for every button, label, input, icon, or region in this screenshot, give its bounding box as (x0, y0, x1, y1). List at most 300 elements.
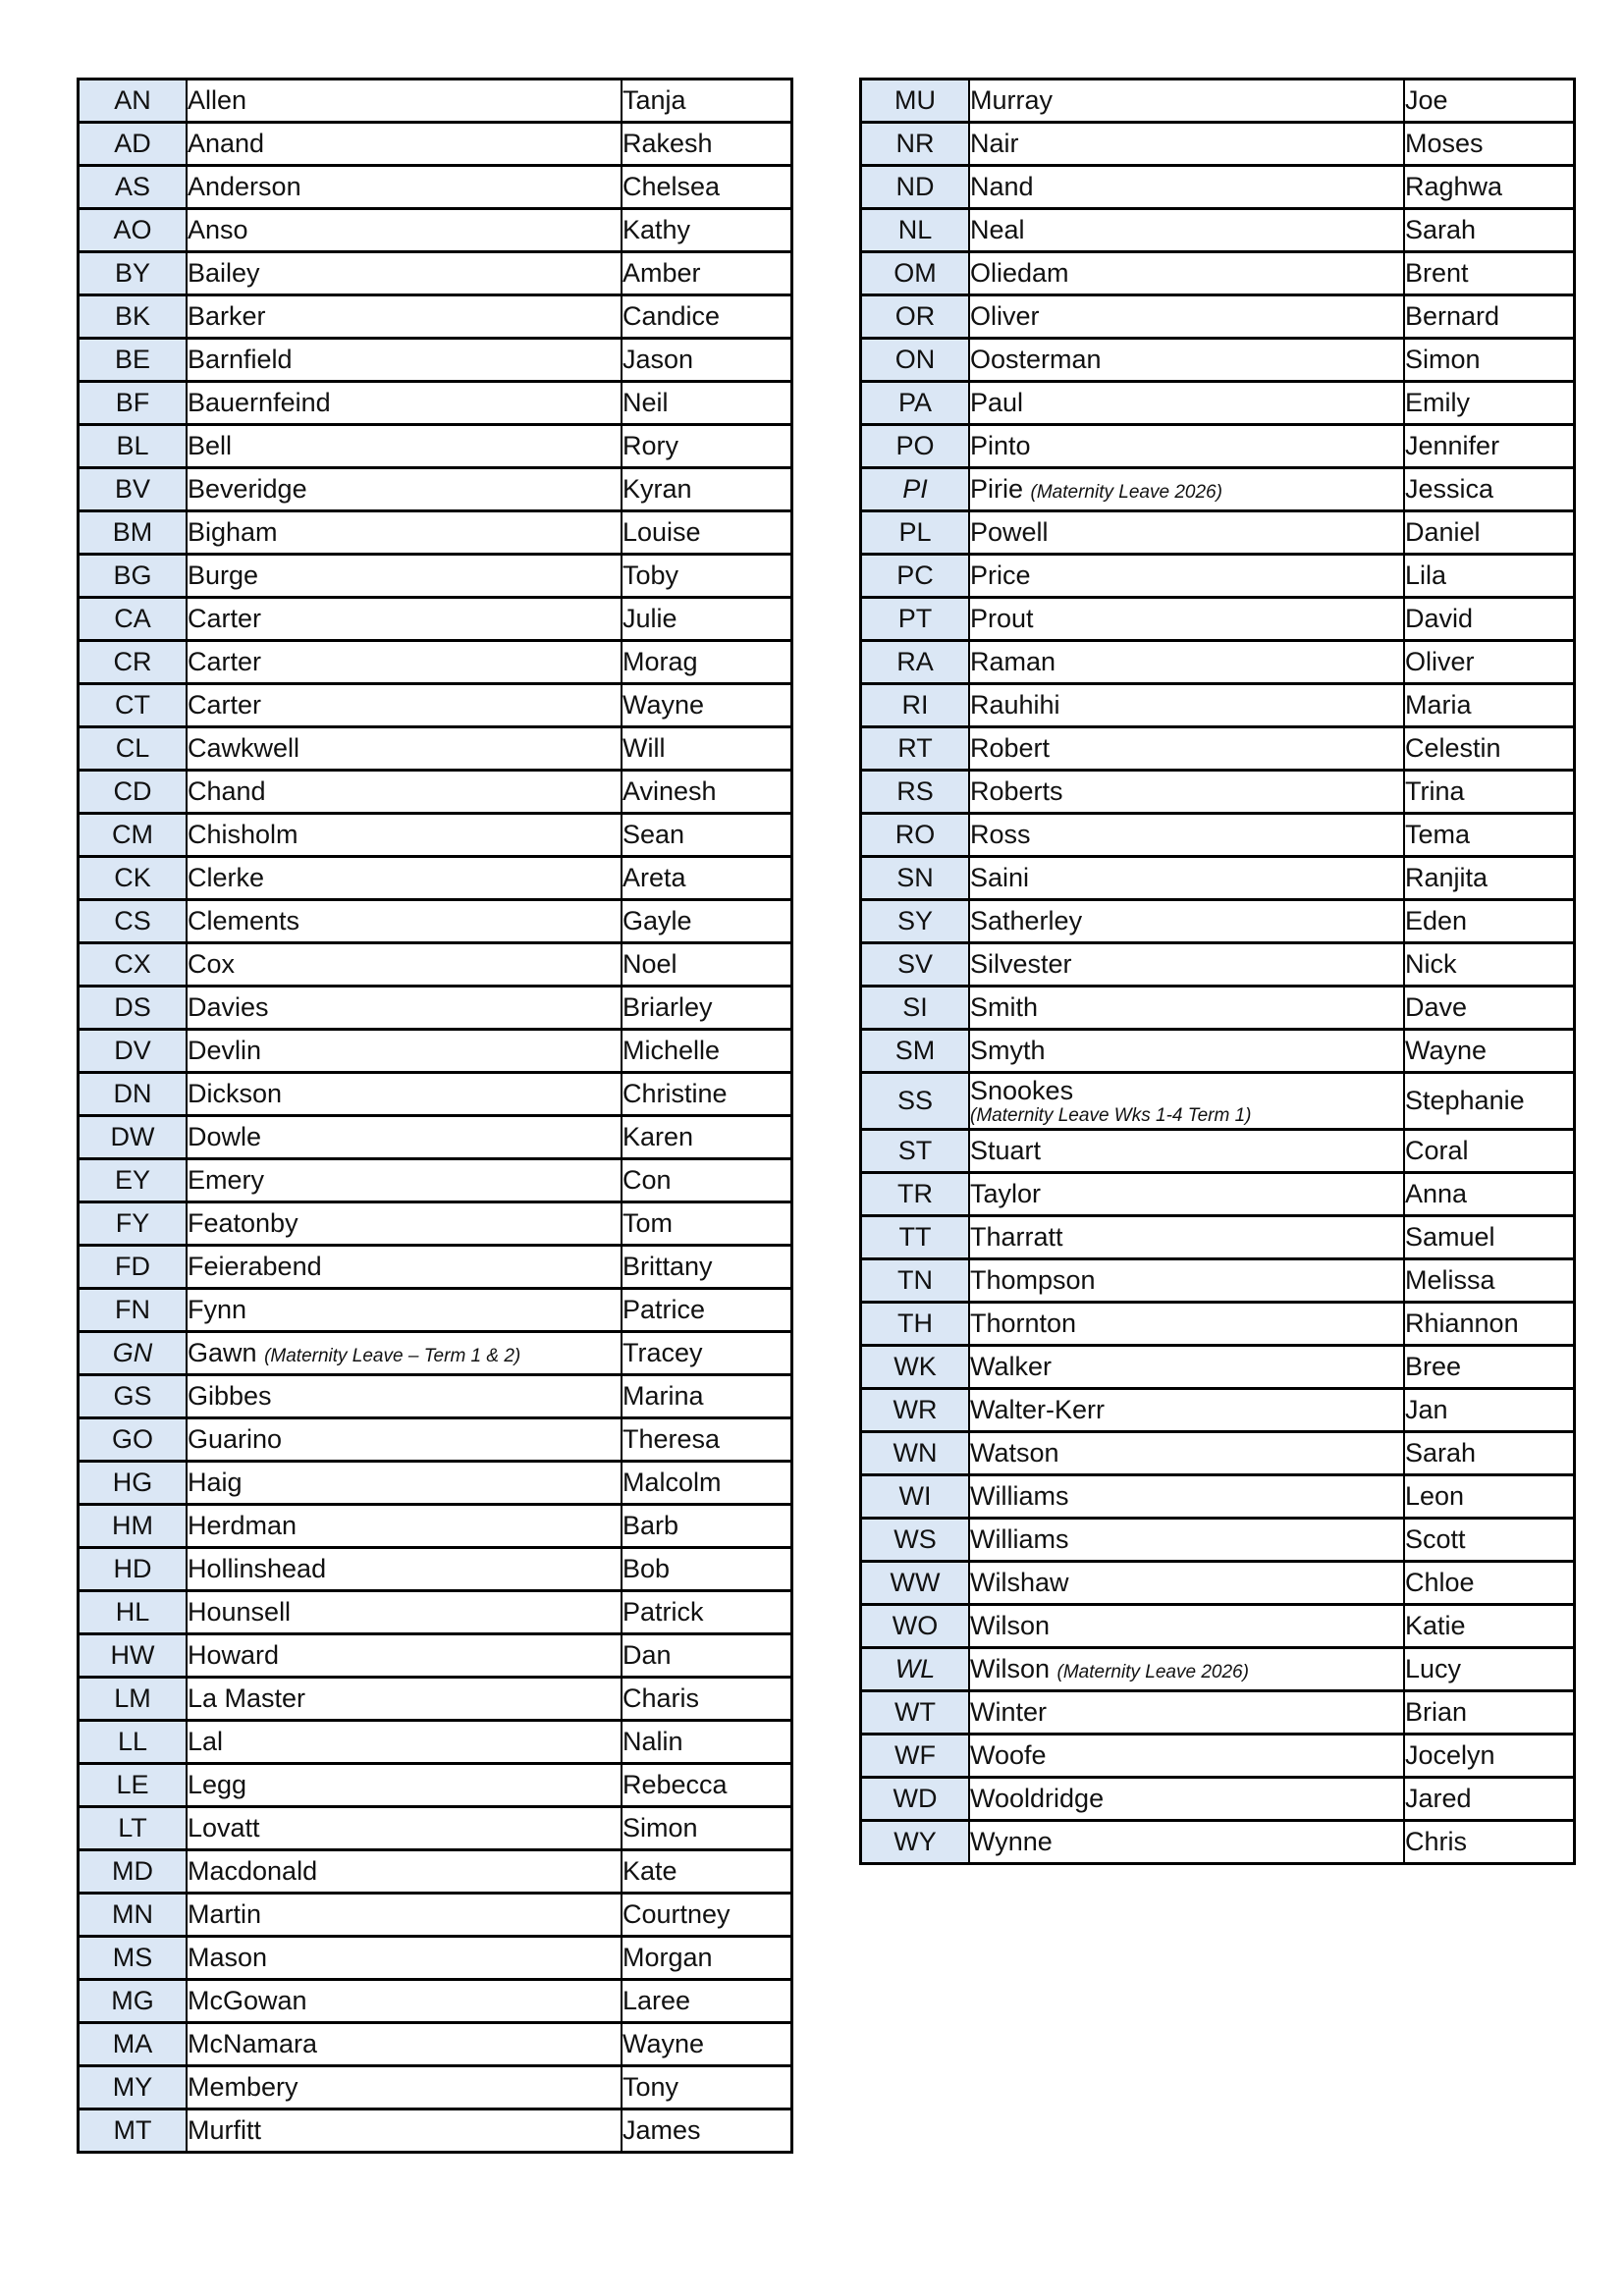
staff-surname: Wynne (970, 1827, 1053, 1856)
staff-first-name: Tony (622, 2066, 792, 2109)
staff-first-name: Tracey (622, 1332, 792, 1375)
staff-surname-cell (969, 295, 1404, 339)
staff-first-name: Malcolm (622, 1462, 792, 1505)
staff-surname: Taylor (970, 1179, 1042, 1208)
staff-surname-cell (969, 1778, 1404, 1821)
staff-row (79, 425, 792, 468)
staff-surname: Featonby (188, 1208, 298, 1238)
staff-first-name: Rory (622, 425, 792, 468)
staff-surname: Feierabend (188, 1252, 322, 1281)
staff-first-name: Patrice (622, 1289, 792, 1332)
staff-first-name: Brian (1404, 1691, 1575, 1735)
staff-row (79, 943, 792, 987)
staff-surname: Allen (188, 85, 247, 115)
staff-first-name: Amber (622, 252, 792, 295)
staff-first-name: Rebecca (622, 1764, 792, 1807)
staff-surname-cell (187, 1159, 622, 1202)
staff-code: PO (861, 425, 970, 468)
staff-code: WF (861, 1735, 970, 1778)
staff-code: HL (79, 1591, 188, 1634)
staff-surname-cell (969, 382, 1404, 425)
staff-row (79, 555, 792, 598)
staff-first-name: Dan (622, 1634, 792, 1678)
staff-surname: Membery (188, 2072, 298, 2102)
staff-code: TN (861, 1259, 970, 1303)
staff-code: BY (79, 252, 188, 295)
staff-surname: Mason (188, 1943, 268, 1972)
staff-first-name: Wayne (1404, 1030, 1575, 1073)
staff-code: CS (79, 900, 188, 943)
staff-surname: Cawkwell (188, 733, 300, 763)
staff-surname-cell (187, 339, 622, 382)
staff-surname: Pirie (970, 474, 1024, 504)
staff-first-name: Bree (1404, 1346, 1575, 1389)
staff-surname: Lovatt (188, 1813, 260, 1842)
staff-code: PC (861, 555, 970, 598)
staff-code: RO (861, 814, 970, 857)
staff-row (79, 857, 792, 900)
staff-code: WO (861, 1605, 970, 1648)
staff-code: HM (79, 1505, 188, 1548)
staff-row (79, 1807, 792, 1850)
staff-code: WW (861, 1562, 970, 1605)
staff-surname-cell (187, 2023, 622, 2066)
staff-surname: Bigham (188, 517, 278, 547)
staff-surname-cell (187, 1418, 622, 1462)
staff-surname: Bell (188, 431, 233, 460)
staff-row (79, 1375, 792, 1418)
staff-surname-cell (969, 1389, 1404, 1432)
staff-row (861, 987, 1575, 1030)
staff-surname: Hounsell (188, 1597, 292, 1627)
staff-code: DN (79, 1073, 188, 1116)
staff-code: NR (861, 123, 970, 166)
staff-first-name: Nalin (622, 1721, 792, 1764)
staff-surname: Cox (188, 949, 236, 979)
staff-first-name: Chelsea (622, 166, 792, 209)
staff-first-name: Stephanie (1404, 1073, 1575, 1130)
staff-row (861, 857, 1575, 900)
staff-surname: Watson (970, 1438, 1059, 1468)
staff-first-name: Neil (622, 382, 792, 425)
staff-row (861, 1562, 1575, 1605)
staff-row (861, 1821, 1575, 1864)
staff-row (79, 771, 792, 814)
staff-first-name: Kate (622, 1850, 792, 1894)
staff-code: MT (79, 2109, 188, 2153)
staff-row (861, 1648, 1575, 1691)
staff-surname-cell (187, 1505, 622, 1548)
staff-first-name: Daniel (1404, 511, 1575, 555)
staff-surname: Lal (188, 1727, 224, 1756)
staff-surname: Oliver (970, 301, 1040, 331)
staff-first-name: Oliver (1404, 641, 1575, 684)
staff-code: BM (79, 511, 188, 555)
staff-surname-cell (969, 555, 1404, 598)
staff-surname: Neal (970, 215, 1025, 244)
staff-row (861, 684, 1575, 727)
staff-code: PT (861, 598, 970, 641)
staff-surname: Thornton (970, 1308, 1077, 1338)
staff-row (861, 1519, 1575, 1562)
staff-code: BE (79, 339, 188, 382)
staff-first-name: Simon (1404, 339, 1575, 382)
staff-code: SV (861, 943, 970, 987)
staff-surname: Barker (188, 301, 266, 331)
staff-surname-cell (969, 857, 1404, 900)
staff-code: MD (79, 1850, 188, 1894)
staff-row (79, 468, 792, 511)
staff-code: LE (79, 1764, 188, 1807)
staff-surname-cell (969, 123, 1404, 166)
staff-code: PL (861, 511, 970, 555)
staff-surname-cell (969, 80, 1404, 123)
staff-surname-cell (969, 425, 1404, 468)
staff-surname-cell (187, 1937, 622, 1980)
staff-first-name: Joe (1404, 80, 1575, 123)
staff-surname: Martin (188, 1899, 262, 1929)
staff-surname-cell (187, 1634, 622, 1678)
staff-first-name: Kathy (622, 209, 792, 252)
staff-code: SI (861, 987, 970, 1030)
staff-first-name: James (622, 2109, 792, 2153)
staff-first-name: Morgan (622, 1937, 792, 1980)
staff-surname: Clements (188, 906, 300, 935)
staff-row (79, 382, 792, 425)
staff-first-name: Raghwa (1404, 166, 1575, 209)
staff-row (79, 1850, 792, 1894)
staff-row (861, 1389, 1575, 1432)
staff-row (861, 1735, 1575, 1778)
staff-surname: Oosterman (970, 345, 1102, 374)
staff-surname-cell (187, 295, 622, 339)
staff-first-name: Trina (1404, 771, 1575, 814)
staff-row (79, 252, 792, 295)
staff-surname-cell (187, 166, 622, 209)
staff-first-name: Brittany (622, 1246, 792, 1289)
staff-table-right (859, 78, 1576, 1865)
staff-row (861, 1432, 1575, 1475)
staff-code: WS (861, 1519, 970, 1562)
staff-surname-cell (969, 1259, 1404, 1303)
staff-surname: Gibbes (188, 1381, 272, 1411)
staff-first-name: Chloe (1404, 1562, 1575, 1605)
staff-first-name: Jessica (1404, 468, 1575, 511)
staff-surname: Raman (970, 647, 1056, 676)
staff-surname-cell (187, 1202, 622, 1246)
staff-row (861, 1216, 1575, 1259)
staff-first-name: Chris (1404, 1821, 1575, 1864)
staff-surname-cell (969, 1346, 1404, 1389)
staff-surname-cell (969, 943, 1404, 987)
staff-row (861, 1691, 1575, 1735)
staff-surname: Murray (970, 85, 1054, 115)
staff-surname: Prout (970, 604, 1034, 633)
staff-row (79, 2109, 792, 2153)
staff-code: BG (79, 555, 188, 598)
staff-row (79, 209, 792, 252)
staff-first-name: Simon (622, 1807, 792, 1850)
staff-surname: Walker (970, 1352, 1053, 1381)
staff-surname: McNamara (188, 2029, 318, 2058)
staff-code: LL (79, 1721, 188, 1764)
staff-code: LM (79, 1678, 188, 1721)
staff-surname: Fynn (188, 1295, 247, 1324)
staff-surname-cell (187, 987, 622, 1030)
staff-code: WL (861, 1648, 970, 1691)
leave-note: (Maternity Leave – Term 1 & 2) (264, 1346, 521, 1366)
staff-code: CR (79, 641, 188, 684)
staff-surname: Barnfield (188, 345, 293, 374)
staff-surname-cell (969, 1605, 1404, 1648)
staff-code: ST (861, 1130, 970, 1173)
staff-code: OM (861, 252, 970, 295)
staff-first-name: Con (622, 1159, 792, 1202)
staff-row (861, 1073, 1575, 1130)
staff-surname: Herdman (188, 1511, 298, 1540)
staff-row (79, 166, 792, 209)
staff-surname: Ross (970, 820, 1031, 849)
staff-first-name: Rhiannon (1404, 1303, 1575, 1346)
staff-surname: Anand (188, 129, 265, 158)
staff-first-name: Celestin (1404, 727, 1575, 771)
staff-first-name: Eden (1404, 900, 1575, 943)
staff-first-name: Katie (1404, 1605, 1575, 1648)
staff-surname: Pinto (970, 431, 1031, 460)
staff-code: WT (861, 1691, 970, 1735)
staff-row (79, 598, 792, 641)
staff-row (79, 1030, 792, 1073)
staff-code: WY (861, 1821, 970, 1864)
staff-surname-cell (187, 555, 622, 598)
staff-surname: Robert (970, 733, 1051, 763)
staff-table-left-body (79, 80, 792, 2153)
staff-surname: Oliedam (970, 258, 1069, 288)
staff-row (861, 1030, 1575, 1073)
staff-row (79, 1721, 792, 1764)
staff-row (861, 641, 1575, 684)
staff-surname-cell (969, 1173, 1404, 1216)
staff-surname-cell (187, 1375, 622, 1418)
staff-surname: Bailey (188, 258, 260, 288)
staff-code: RS (861, 771, 970, 814)
staff-surname: Legg (188, 1770, 247, 1799)
staff-surname: Roberts (970, 776, 1063, 806)
staff-row (861, 123, 1575, 166)
staff-surname: Bauernfeind (188, 388, 331, 417)
staff-first-name: Louise (622, 511, 792, 555)
staff-first-name: Brent (1404, 252, 1575, 295)
staff-row (861, 1346, 1575, 1389)
staff-first-name: Areta (622, 857, 792, 900)
staff-surname: Price (970, 561, 1031, 590)
staff-first-name: Laree (622, 1980, 792, 2023)
staff-first-name: Sarah (1404, 209, 1575, 252)
staff-first-name: Christine (622, 1073, 792, 1116)
staff-row (861, 1778, 1575, 1821)
staff-row (861, 727, 1575, 771)
staff-first-name: Sean (622, 814, 792, 857)
staff-first-name: Jocelyn (1404, 1735, 1575, 1778)
staff-surname-cell (969, 1303, 1404, 1346)
staff-surname-cell (969, 1073, 1404, 1130)
staff-first-name: Karen (622, 1116, 792, 1159)
staff-surname-cell (969, 1648, 1404, 1691)
staff-surname-cell (187, 1591, 622, 1634)
staff-surname-cell (187, 511, 622, 555)
staff-code: WI (861, 1475, 970, 1519)
staff-code: FY (79, 1202, 188, 1246)
staff-surname-cell (187, 641, 622, 684)
staff-surname: Smith (970, 992, 1039, 1022)
staff-first-name: Maria (1404, 684, 1575, 727)
staff-surname: Wilshaw (970, 1568, 1069, 1597)
staff-surname: Hollinshead (188, 1554, 327, 1583)
staff-surname: Tharratt (970, 1222, 1063, 1252)
staff-code: ON (861, 339, 970, 382)
staff-row (861, 339, 1575, 382)
staff-row (79, 1894, 792, 1937)
staff-first-name: Anna (1404, 1173, 1575, 1216)
staff-row (861, 1130, 1575, 1173)
staff-surname: Anderson (188, 172, 301, 201)
staff-surname-cell (187, 1116, 622, 1159)
staff-code: OR (861, 295, 970, 339)
staff-surname-cell (187, 209, 622, 252)
staff-code: CK (79, 857, 188, 900)
leave-note: (Maternity Leave 2026) (1056, 1662, 1249, 1682)
staff-surname: Williams (970, 1481, 1069, 1511)
staff-row (79, 1418, 792, 1462)
staff-surname: Silvester (970, 949, 1072, 979)
staff-first-name: Sarah (1404, 1432, 1575, 1475)
staff-first-name: Kyran (622, 468, 792, 511)
staff-row (79, 727, 792, 771)
staff-surname-cell (969, 987, 1404, 1030)
staff-surname: Rauhihi (970, 690, 1060, 720)
staff-row (79, 1332, 792, 1375)
staff-code: DV (79, 1030, 188, 1073)
staff-surname-cell (969, 339, 1404, 382)
staff-surname-cell (187, 1980, 622, 2023)
staff-surname: Carter (188, 690, 262, 720)
staff-row (861, 814, 1575, 857)
staff-surname: Howard (188, 1640, 280, 1670)
staff-surname-cell (187, 1030, 622, 1073)
leave-note: (Maternity Leave 2026) (1030, 482, 1222, 503)
staff-surname-cell (969, 641, 1404, 684)
staff-row (79, 123, 792, 166)
staff-row (79, 1980, 792, 2023)
staff-surname-cell (187, 1332, 622, 1375)
staff-surname: Chand (188, 776, 266, 806)
staff-code: AD (79, 123, 188, 166)
staff-surname: Macdonald (188, 1856, 318, 1886)
staff-surname-cell (187, 80, 622, 123)
staff-row (79, 641, 792, 684)
staff-first-name: Jennifer (1404, 425, 1575, 468)
staff-surname-cell (187, 252, 622, 295)
staff-code: WN (861, 1432, 970, 1475)
staff-code: DS (79, 987, 188, 1030)
staff-first-name: Leon (1404, 1475, 1575, 1519)
staff-first-name: Patrick (622, 1591, 792, 1634)
staff-row (79, 1634, 792, 1678)
staff-surname-cell (187, 1073, 622, 1116)
staff-surname: Snookes (970, 1075, 1074, 1105)
staff-row (79, 1289, 792, 1332)
staff-first-name: Wayne (622, 2023, 792, 2066)
staff-row (861, 80, 1575, 123)
staff-row (79, 1678, 792, 1721)
staff-surname: Burge (188, 561, 259, 590)
staff-surname: Carter (188, 604, 262, 633)
staff-first-name: Toby (622, 555, 792, 598)
staff-surname: Dowle (188, 1122, 262, 1151)
staff-surname-cell (187, 727, 622, 771)
staff-row (861, 166, 1575, 209)
staff-row (79, 1764, 792, 1807)
staff-code: BF (79, 382, 188, 425)
staff-row (79, 1116, 792, 1159)
staff-row (861, 209, 1575, 252)
staff-code: FD (79, 1246, 188, 1289)
staff-row (79, 900, 792, 943)
staff-code: CD (79, 771, 188, 814)
staff-code: HW (79, 1634, 188, 1678)
staff-row (861, 943, 1575, 987)
staff-surname-cell (187, 943, 622, 987)
staff-surname: La Master (188, 1683, 306, 1713)
staff-first-name: Noel (622, 943, 792, 987)
staff-first-name: Emily (1404, 382, 1575, 425)
staff-row (79, 1073, 792, 1116)
staff-surname: Devlin (188, 1036, 262, 1065)
staff-surname-cell (969, 1735, 1404, 1778)
staff-first-name: Rakesh (622, 123, 792, 166)
staff-row (861, 900, 1575, 943)
staff-code: CX (79, 943, 188, 987)
staff-code: BV (79, 468, 188, 511)
staff-surname-cell (187, 425, 622, 468)
staff-surname-cell (187, 814, 622, 857)
staff-code: MS (79, 1937, 188, 1980)
staff-surname-cell (969, 511, 1404, 555)
staff-surname: Woofe (970, 1740, 1047, 1770)
staff-surname-cell (187, 2066, 622, 2109)
staff-row (79, 814, 792, 857)
staff-code: AN (79, 80, 188, 123)
staff-first-name: Michelle (622, 1030, 792, 1073)
staff-row (79, 1246, 792, 1289)
staff-row (861, 295, 1575, 339)
staff-surname: Walter-Kerr (970, 1395, 1106, 1424)
staff-surname-cell (187, 1462, 622, 1505)
staff-first-name: Samuel (1404, 1216, 1575, 1259)
staff-surname: Clerke (188, 863, 265, 892)
staff-code: RA (861, 641, 970, 684)
staff-surname-cell (969, 468, 1404, 511)
staff-surname-cell (187, 1548, 622, 1591)
staff-first-name: Bernard (1404, 295, 1575, 339)
staff-first-name: Melissa (1404, 1259, 1575, 1303)
staff-surname-cell (969, 1562, 1404, 1605)
staff-surname-cell (187, 1289, 622, 1332)
staff-code: DW (79, 1116, 188, 1159)
staff-surname: Smyth (970, 1036, 1046, 1065)
staff-surname-cell (187, 1807, 622, 1850)
staff-code: GO (79, 1418, 188, 1462)
